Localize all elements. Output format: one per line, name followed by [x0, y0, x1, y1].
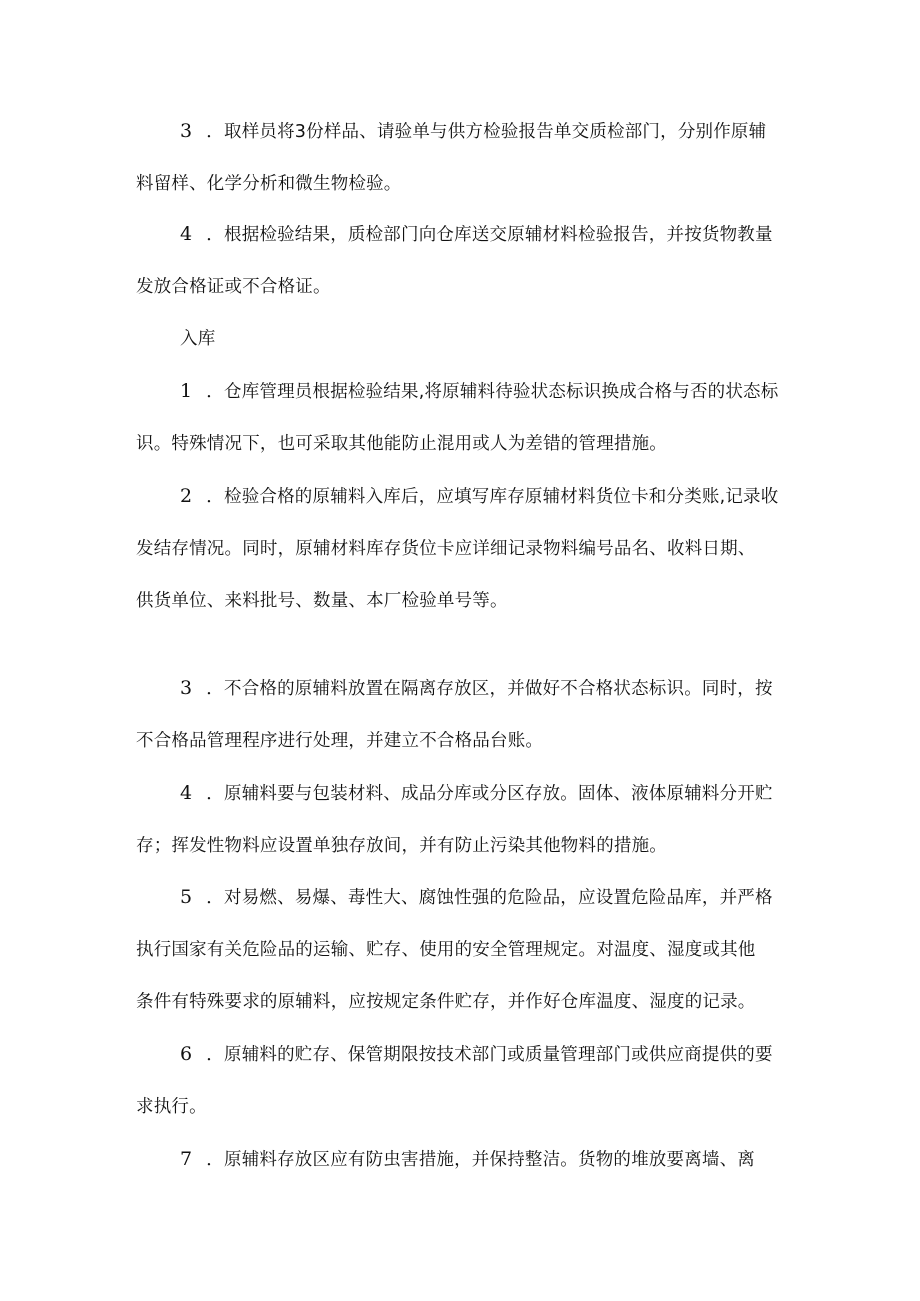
line-text: 发结存情况。同时，原辅材料库存货位卡应详细记录物料编号品名、收料日期、 — [136, 539, 756, 559]
paragraph-line — [136, 589, 508, 613]
item-number: 1 — [180, 380, 193, 402]
item-number: 2 — [180, 485, 193, 507]
line-text: ．原辅料要与包装材料、成品分库或分区存放。固体、液体原辅料分开贮 — [206, 784, 773, 804]
paragraph-line — [180, 379, 778, 404]
line-text: 识。特殊情况下，也可采取其他能防止混用或人为差错的管理措施。 — [136, 434, 667, 454]
paragraph-line — [180, 222, 773, 247]
line-text: 执行国家有关危险品的运输、贮存、使用的安全管理规定。对温度、湿度或其他 — [136, 940, 756, 960]
paragraph-line — [136, 172, 402, 196]
line-text: 条件有特殊要求的原辅料，应按规定条件贮存，并作好仓库温度、湿度的记录。 — [136, 992, 756, 1012]
line-text: ．仓库管理员根据检验结果,将原辅料待验状态标识换成合格与否的状态标 — [206, 382, 779, 402]
line-text: ．根据检验结果，质检部门向仓库送交原辅材料检验报告，并按货物教量 — [206, 225, 773, 245]
line-text: ．取样员将3份样品、请验单与供方检验报告单交质检部门，分别作原辅 — [206, 122, 767, 142]
paragraph-line — [136, 938, 756, 962]
line-text: 料留样、化学分析和微生物检验。 — [136, 174, 402, 194]
line-text: ．原辅料的贮存、保管期限按技术部门或质量管理部门或供应商提供的要 — [206, 1045, 773, 1065]
line-text: 供货单位、来料批号、数量、本厂检验单号等。 — [136, 591, 508, 611]
paragraph-line — [136, 834, 667, 858]
paragraph-line — [136, 1095, 207, 1119]
paragraph-line — [136, 537, 756, 561]
item-number: 4 — [180, 223, 193, 245]
line-text: 发放合格证或不合格证。 — [136, 277, 331, 297]
line-text: ．检验合格的原辅料入库后，应填写库存原辅材料货位卡和分类账,记录收 — [206, 487, 779, 507]
paragraph-line — [180, 1147, 755, 1172]
paragraph-line — [180, 781, 773, 806]
line-text: ．不合格的原辅料放置在隔离存放区，并做好不合格状态标识。同时，按 — [206, 679, 773, 699]
paragraph-line — [180, 119, 766, 144]
line-text: 求执行。 — [136, 1097, 207, 1117]
paragraph-line — [136, 729, 543, 753]
item-number: 4 — [180, 782, 193, 804]
item-number: 3 — [180, 677, 193, 699]
section-heading: 入库 — [180, 329, 216, 349]
item-number: 6 — [180, 1043, 193, 1065]
paragraph-line — [180, 676, 773, 701]
item-number: 5 — [180, 886, 193, 908]
paragraph-line — [136, 432, 667, 456]
line-text: ．对易燃、易爆、毒性大、腐蚀性强的危险品，应设置危险品库，并严格 — [206, 888, 773, 908]
paragraph-line — [180, 484, 778, 509]
paragraph-line — [180, 885, 773, 910]
line-text: 存；挥发性物料应设置单独存放间，并有防止污染其他物料的措施。 — [136, 836, 667, 856]
paragraph-line — [136, 990, 756, 1014]
line-text: 不合格品管理程序进行处理，并建立不合格品台账。 — [136, 731, 544, 751]
paragraph-line — [180, 1042, 773, 1067]
line-text: ．原辅料存放区应有防虫害措施，并保持整洁。货物的堆放要离墙、离 — [206, 1150, 755, 1170]
paragraph-line — [136, 275, 331, 299]
item-number: 3 — [180, 120, 193, 142]
item-number: 7 — [180, 1148, 193, 1170]
